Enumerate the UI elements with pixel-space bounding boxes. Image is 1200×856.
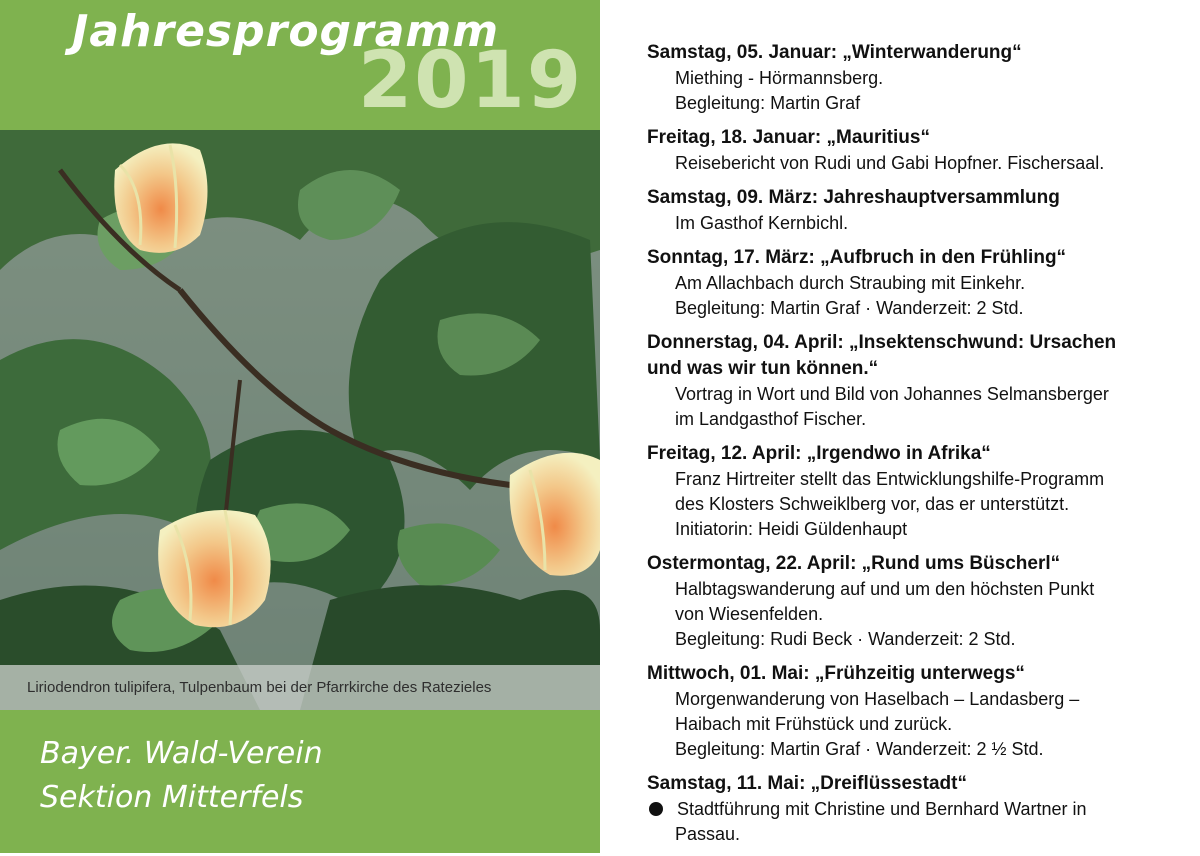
event-heading: Freitag, 18. Januar: „Mauritius“	[647, 127, 930, 148]
club-line-2: Sektion Mitterfels	[40, 780, 304, 815]
event-winterwanderung	[647, 40, 1192, 116]
club-name	[40, 732, 323, 820]
cover-year: 2019	[358, 36, 584, 126]
event-detail: Halbtagswanderung auf und um den höchsten Punkt	[675, 579, 1095, 599]
event-detail: Begleitung: Martin Graf · Wanderzeit: 2 ½ Std.	[675, 739, 1044, 759]
event-detail: im Landgasthof Fischer.	[675, 409, 867, 429]
event-detail: Im Gasthof Kernbichl.	[675, 213, 849, 233]
event-list	[647, 40, 1192, 856]
event-heading: Freitag, 12. April: „Irgendwo in Afrika“	[647, 443, 991, 464]
event-detail: Initiatorin: Heidi Güldenhaupt	[675, 519, 908, 539]
event-detail: Begleitung: Martin Graf · Wanderzeit: 2 Std.	[675, 298, 1024, 318]
event-aufbruch-fruehling	[647, 245, 1192, 321]
event-fruehzeitig	[647, 661, 1192, 762]
event-detail: Begleitung: Martin Graf	[675, 93, 861, 113]
event-detail: Franz Hirtreiter stellt das Entwicklungshilfe-Programm	[675, 469, 1105, 489]
event-insektenschwund	[647, 330, 1192, 432]
event-heading: Sonntag, 17. März: „Aufbruch in den Frühling“	[647, 247, 1067, 268]
program-panel	[600, 0, 1200, 853]
event-detail: Morgenwanderung von Haselbach – Landasberg –	[675, 689, 1080, 709]
event-heading: Mittwoch, 01. Mai: „Frühzeitig unterwegs“	[647, 663, 1025, 684]
event-detail: Passau.	[675, 824, 741, 844]
photo-caption: Liriodendron tulipifera, Tulpenbaum bei der Pfarrkirche des Ratezieles	[0, 665, 600, 710]
event-heading: Samstag, 09. März: Jahreshauptversammlung	[647, 187, 1060, 208]
event-detail: Am Allachbach durch Straubing mit Einkehr.	[675, 273, 1026, 293]
tulip-tree-illustration	[0, 130, 600, 710]
event-mauritius	[647, 125, 1192, 176]
event-detail: des Klosters Schweiklberg vor, das er unterstützt.	[675, 494, 1070, 514]
tulip-flower-1	[114, 143, 207, 253]
event-buescherl	[647, 551, 1192, 652]
event-detail: von Wiesenfelden.	[675, 604, 824, 624]
club-line-1: Bayer. Wald-Verein	[40, 736, 323, 771]
event-detail: Reisebericht von Rudi und Gabi Hopfner. Fischersaal.	[675, 153, 1105, 173]
event-heading: Donnerstag, 04. April: „Insektenschwund: Ursachen	[647, 332, 1117, 353]
event-heading: Samstag, 05. Januar: „Winterwanderung“	[647, 42, 1022, 63]
cover-title: Jahresprogramm	[72, 6, 500, 57]
event-detail-text: Stadtführung mit Christine und Bernhard Wartner in	[677, 799, 1087, 819]
bullet-icon	[649, 802, 663, 816]
event-jahreshauptversammlung	[647, 185, 1192, 236]
event-heading: Ostermontag, 22. April: „Rund ums Büscherl“	[647, 553, 1061, 574]
event-detail: Haibach mit Frühstück und zurück.	[675, 714, 953, 734]
event-detail: Begleitung: Rudi Beck · Wanderzeit: 2 Std.	[675, 629, 1016, 649]
tulip-tree-photo	[0, 130, 600, 710]
event-dreifluessestadt	[647, 771, 1192, 847]
event-afrika	[647, 441, 1192, 542]
event-detail	[647, 797, 1192, 822]
event-detail: Miething - Hörmannsberg.	[675, 68, 884, 88]
cover-panel	[0, 0, 600, 853]
event-heading-continued: und was wir tun können.“	[647, 358, 879, 379]
event-detail: Vortrag in Wort und Bild von Johannes Selmansberger	[675, 384, 1109, 404]
event-heading: Samstag, 11. Mai: „Dreiflüssestadt“	[647, 773, 967, 794]
